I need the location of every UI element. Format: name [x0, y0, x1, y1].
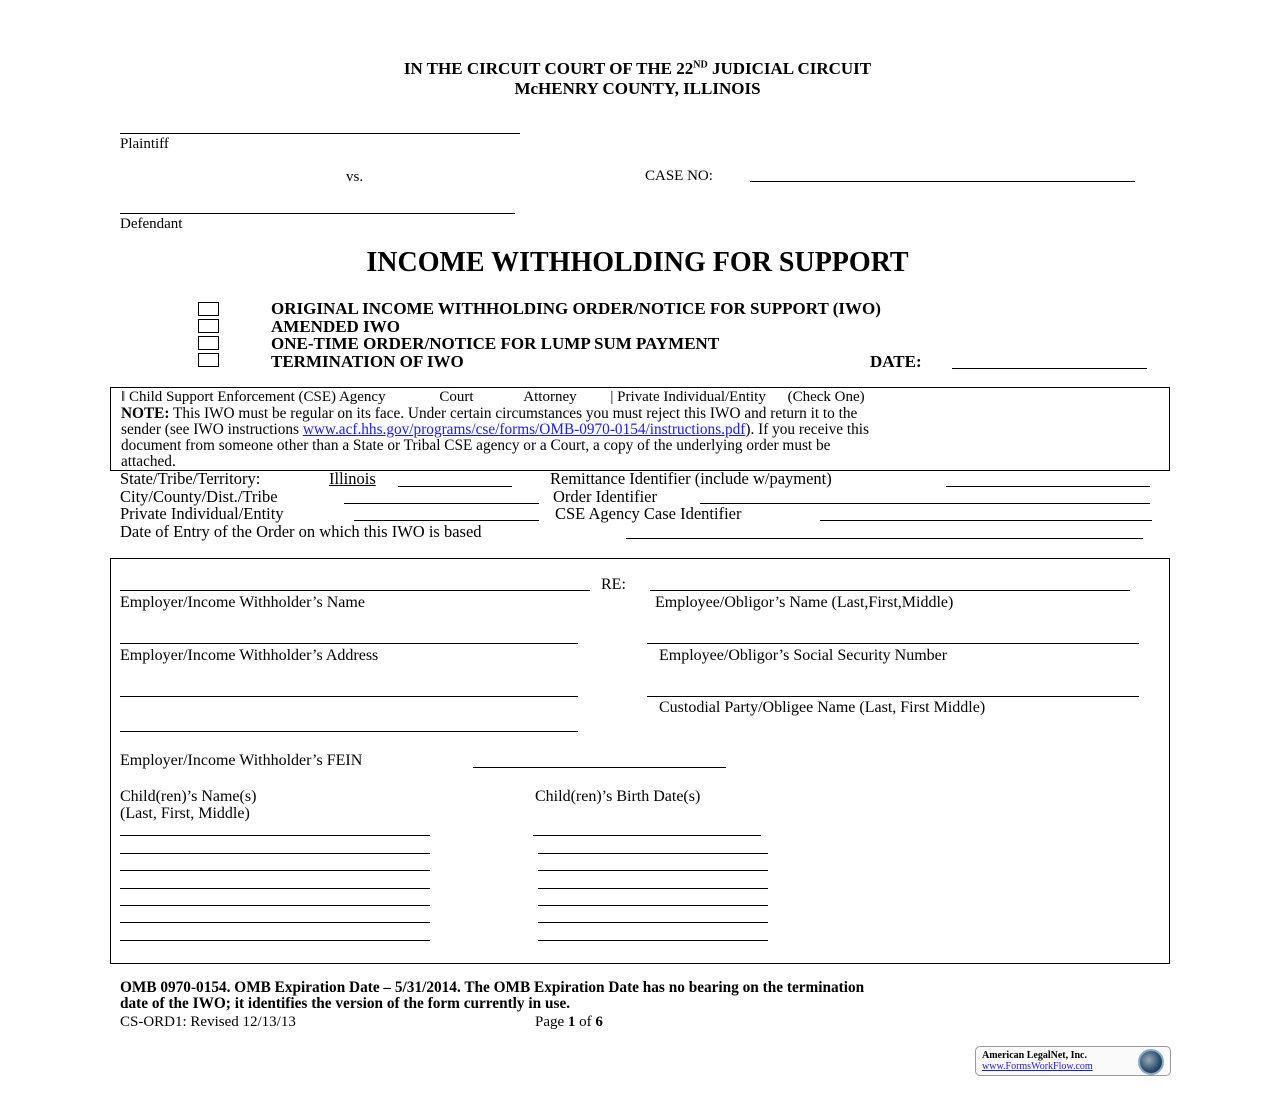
- ssn-line[interactable]: [647, 643, 1139, 644]
- plaintiff-label: Plaintiff: [120, 136, 169, 152]
- children-names-label: Child(ren)’s Name(s): [120, 788, 257, 805]
- child-name-line[interactable]: [120, 940, 430, 941]
- plaintiff-line[interactable]: [120, 133, 520, 134]
- city-label: City/County/Dist./Tribe: [120, 487, 278, 506]
- page-current: 1: [567, 1014, 576, 1030]
- child-birthdate-line[interactable]: [538, 940, 768, 941]
- page-label: Page: [535, 1014, 568, 1030]
- checkbox-termination[interactable]: [198, 353, 219, 367]
- state-label: State/Tribe/Territory:: [120, 469, 261, 488]
- check-mark-private[interactable]: |: [610, 389, 614, 405]
- globe-icon: [1138, 1049, 1164, 1075]
- child-birthdate-line[interactable]: [538, 870, 768, 871]
- option-cse-agency[interactable]: Child Support Enforcement (CSE) Agency: [128, 389, 386, 405]
- case-no-label: CASE NO:: [645, 168, 713, 184]
- checkbox-original[interactable]: [198, 302, 219, 316]
- sender-options: [121, 390, 865, 405]
- defendant-label: Defendant: [120, 216, 183, 232]
- children-dates-label: Child(ren)’s Birth Date(s): [535, 788, 701, 805]
- child-birthdate-line[interactable]: [538, 905, 768, 906]
- child-name-line[interactable]: [120, 870, 430, 871]
- child-name-line[interactable]: [120, 905, 430, 906]
- child-birthdate-line[interactable]: [538, 922, 768, 923]
- note-text: This IWO must be regular on its face. Under certain circumstances you must reject this IWO and return it to the: [169, 405, 858, 422]
- employer-name-line[interactable]: [120, 590, 590, 591]
- county-header: McHENRY COUNTY, ILLINOIS: [514, 79, 761, 98]
- child-name-line[interactable]: [120, 853, 430, 854]
- date-label: DATE:: [870, 352, 922, 371]
- form-title: INCOME WITHHOLDING FOR SUPPORT: [366, 247, 909, 278]
- note-line3: document from someone other than a State or Tribal CSE agency or a Court, a copy of the underlying order must be: [121, 437, 831, 454]
- child-birthdate-line[interactable]: [538, 853, 768, 854]
- order-id-label: Order Identifier: [553, 487, 657, 506]
- option-original: ORIGINAL INCOME WITHHOLDING ORDER/NOTICE FOR SUPPORT (IWO): [271, 299, 881, 318]
- employee-name-label: Employee/Obligor’s Name (Last,First,Middle): [655, 594, 954, 611]
- employer-name-label: Employer/Income Withholder’s Name: [120, 594, 365, 611]
- note-label: NOTE:: [121, 405, 170, 422]
- children-names-sub: (Last, First, Middle): [120, 805, 250, 822]
- date-line[interactable]: [952, 368, 1147, 369]
- fein-line[interactable]: [473, 767, 726, 768]
- check-one-label: (Check One): [787, 389, 865, 405]
- checkbox-amended[interactable]: [198, 319, 219, 333]
- note-text: sender (see IWO instructions: [121, 421, 303, 438]
- employer-address-line-2[interactable]: [120, 696, 578, 697]
- employer-address-line[interactable]: [120, 643, 578, 644]
- order-id-line[interactable]: [700, 503, 1150, 504]
- page-of: of: [575, 1014, 596, 1030]
- note-line1: [121, 406, 857, 421]
- child-name-line[interactable]: [120, 922, 430, 923]
- vs-label: vs.: [346, 169, 364, 185]
- circuit-label: JUDICIAL CIRCUIT: [707, 59, 872, 78]
- child-birthdate-line[interactable]: [533, 835, 761, 836]
- american-legalnet-logo[interactable]: [975, 1046, 1171, 1076]
- omb-notice-2: date of the IWO; it identifies the version of the form currently in use.: [120, 995, 571, 1012]
- child-name-line[interactable]: [120, 835, 430, 836]
- instructions-link[interactable]: www.acf.hhs.gov/programs/cse/forms/OMB-0970-0154/instructions.pdf: [302, 421, 746, 438]
- custodial-label: Custodial Party/Obligee Name (Last, First Middle): [659, 699, 986, 716]
- date-entry-label: Date of Entry of the Order on which this IWO is based: [120, 522, 482, 541]
- court-header-line1: [0, 60, 1275, 77]
- cse-case-label: CSE Agency Case Identifier: [555, 504, 742, 523]
- state-value[interactable]: Illinois: [329, 469, 376, 488]
- child-birthdate-line[interactable]: [538, 888, 768, 889]
- child-name-line[interactable]: [120, 888, 430, 889]
- checkbox-lump-sum[interactable]: [198, 336, 219, 350]
- state-line[interactable]: [398, 486, 512, 487]
- re-label: RE:: [601, 576, 626, 593]
- private-label: Private Individual/Entity: [120, 504, 284, 523]
- revision-label: CS-ORD1: Revised 12/13/13: [120, 1014, 296, 1030]
- page-number: [535, 1015, 603, 1030]
- case-no-line[interactable]: [750, 181, 1135, 182]
- defendant-line[interactable]: [120, 213, 515, 214]
- option-termination: TERMINATION OF IWO: [271, 352, 464, 371]
- employer-address-line-3[interactable]: [120, 731, 578, 732]
- employee-name-line[interactable]: [650, 590, 1130, 591]
- option-private[interactable]: Private Individual/Entity: [617, 389, 766, 405]
- fein-label: Employer/Income Withholder’s FEIN: [120, 752, 363, 769]
- cse-case-line[interactable]: [820, 520, 1152, 521]
- option-court[interactable]: Court: [439, 389, 474, 405]
- logo-company: American LegalNet, Inc.: [982, 1050, 1087, 1061]
- check-mark-cse[interactable]: ‖: [121, 389, 126, 405]
- note-text: ). If you receive this: [745, 421, 869, 438]
- custodial-line[interactable]: [647, 696, 1139, 697]
- logo-url[interactable]: www.FormsWorkFlow.com: [982, 1061, 1093, 1072]
- note-line2: [121, 422, 869, 437]
- ordinal-sup: ND: [693, 59, 708, 71]
- employer-address-label: Employer/Income Withholder’s Address: [120, 647, 379, 664]
- option-attorney[interactable]: Attorney: [523, 389, 577, 405]
- omb-notice-1: OMB 0970-0154. OMB Expiration Date – 5/31/2014. The OMB Expiration Date has no bearing on the termination: [120, 979, 865, 996]
- city-line[interactable]: [344, 503, 539, 504]
- option-lump-sum: ONE-TIME ORDER/NOTICE FOR LUMP SUM PAYMENT: [271, 334, 720, 353]
- private-line[interactable]: [354, 520, 539, 521]
- remittance-label: Remittance Identifier (include w/payment): [550, 469, 832, 488]
- note-line4: attached.: [121, 453, 176, 470]
- ssn-label: Employee/Obligor’s Social Security Number: [659, 647, 948, 664]
- court-name: IN THE CIRCUIT COURT OF THE 22: [403, 59, 694, 78]
- remittance-line[interactable]: [946, 486, 1150, 487]
- date-entry-line[interactable]: [626, 538, 1143, 539]
- page-total: 6: [595, 1014, 603, 1030]
- option-amended: AMENDED IWO: [271, 317, 400, 336]
